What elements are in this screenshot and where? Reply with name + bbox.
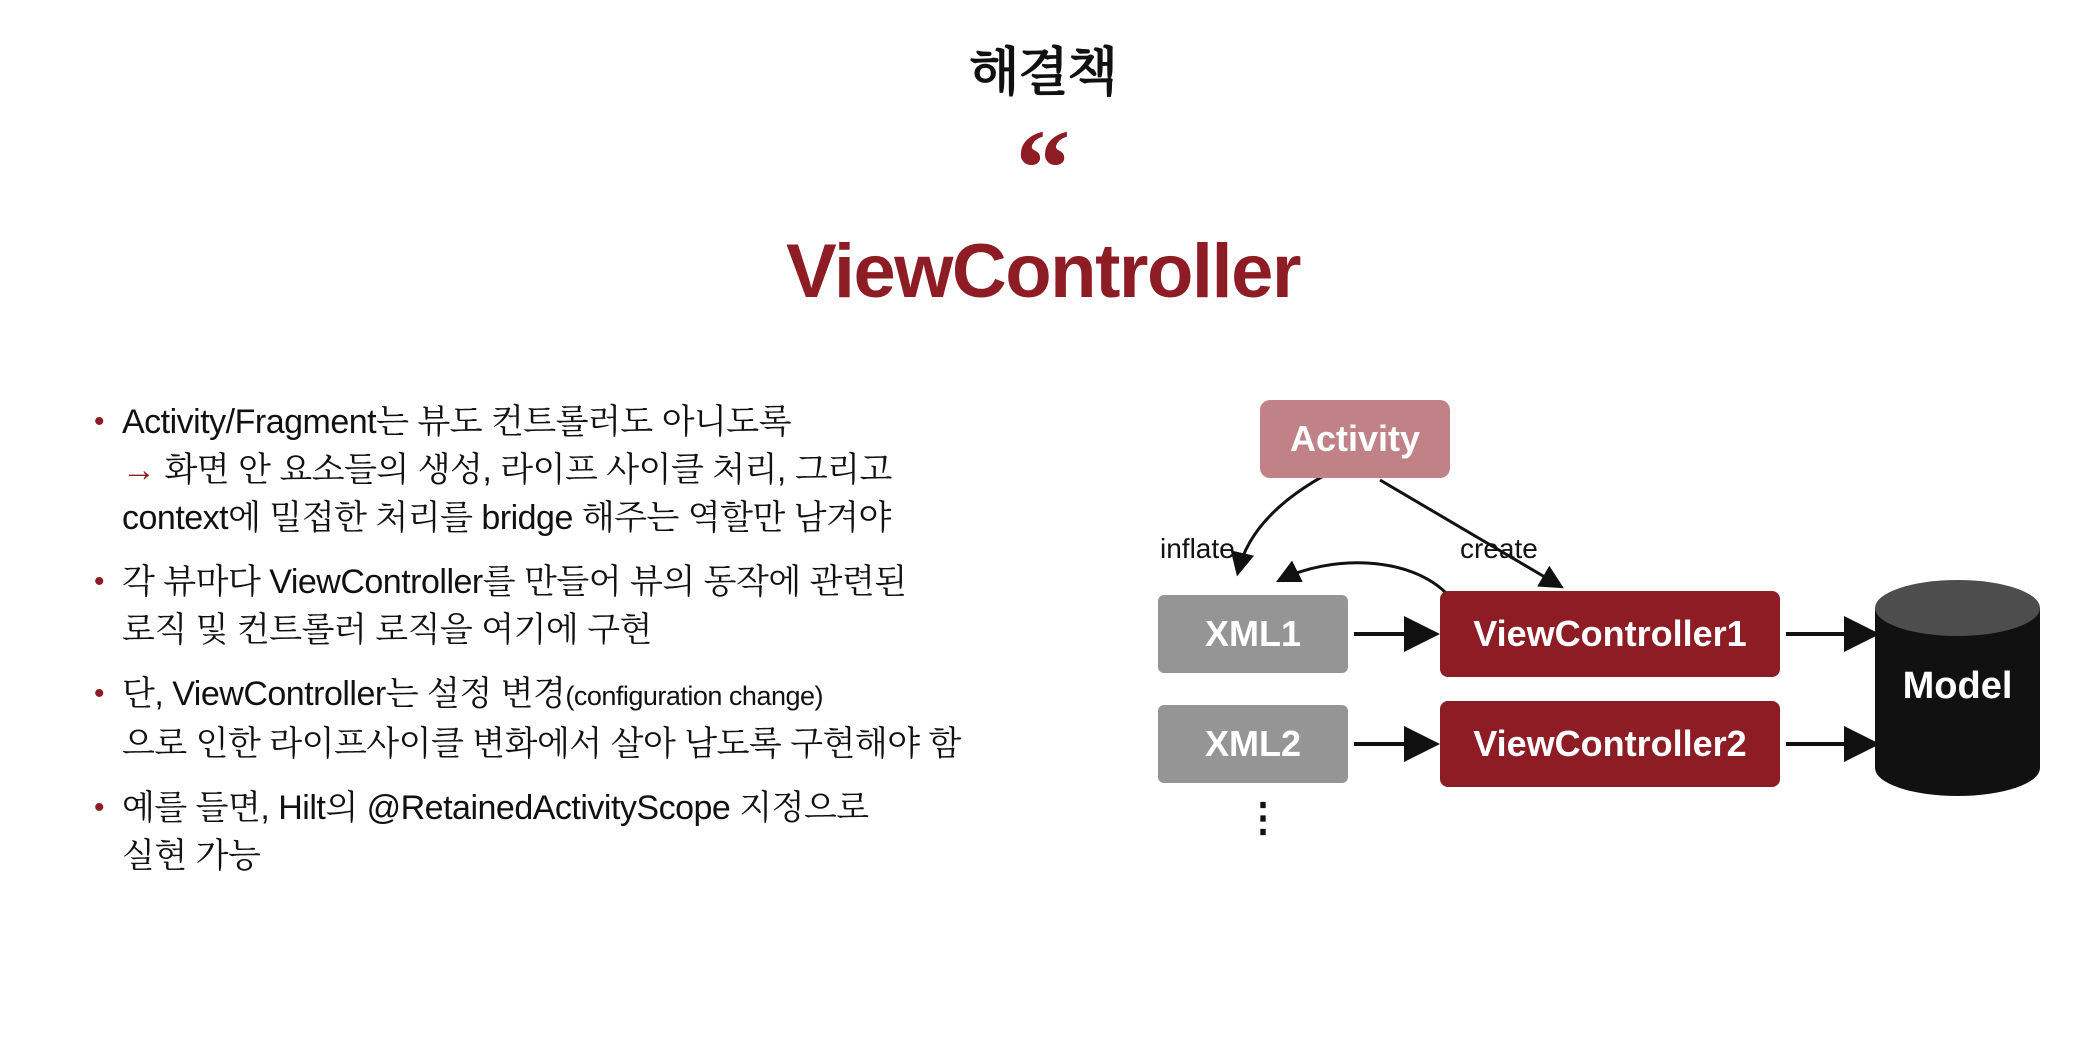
bullet-marker: • xyxy=(94,405,105,438)
edge-label-inflate: inflate xyxy=(1160,533,1235,564)
bullet-line: 로직 및 컨트롤러 로직을 여기에 구현 xyxy=(122,611,652,649)
bullet-marker: • xyxy=(94,791,105,824)
bullet-line: context에 밀접한 처리를 bridge 해주는 역할만 남겨야 xyxy=(122,499,891,537)
node-xml1[interactable]: XML1 xyxy=(1158,595,1348,673)
bullet-line: 각 뷰마다 ViewController를 만들어 뷰의 동작에 관련된 xyxy=(122,563,907,601)
bullet-annotation: (configuration change) xyxy=(565,681,823,711)
bullet-line: 화면 안 요소들의 생성, 라이프 사이클 처리, 그리고 xyxy=(164,451,892,489)
node-model[interactable]: Model xyxy=(1902,664,2013,707)
list-item xyxy=(88,398,1128,542)
bullet-marker: • xyxy=(94,565,105,598)
bullet-line: Activity/Fragment는 뷰도 컨트롤러도 아니도록 xyxy=(122,403,792,441)
node-viewcontroller2[interactable]: ViewController2 xyxy=(1440,701,1780,787)
page-title: 해결책 xyxy=(969,44,1117,102)
bullet-content xyxy=(122,398,892,542)
architecture-diagram xyxy=(1130,390,2050,900)
node-viewcontroller1[interactable]: ViewController1 xyxy=(1440,591,1780,677)
quote-mark-icon: “ xyxy=(1015,107,1071,229)
list-item xyxy=(88,670,1128,768)
bullet-content xyxy=(122,558,907,654)
bullet-content xyxy=(122,670,961,768)
list-item xyxy=(88,558,1128,654)
bullet-line: 예를 들면, Hilt의 @RetainedActivityScope 지정으로 xyxy=(122,789,869,827)
bullet-line: 실현 가능 xyxy=(122,837,261,875)
bullet-list xyxy=(88,398,1128,896)
bullet-line: 으로 인한 라이프사이클 변화에서 살아 남도록 구현해야 함 xyxy=(122,725,961,763)
headline: ViewController xyxy=(786,229,1300,314)
list-item xyxy=(88,784,1128,880)
bullet-line: 단, ViewController는 설정 변경 xyxy=(122,675,566,713)
arrow-icon: → xyxy=(122,451,156,489)
node-xml2[interactable]: XML2 xyxy=(1158,705,1348,783)
edge-label-create: create xyxy=(1460,533,1538,564)
bullet-content xyxy=(122,784,869,880)
vertical-ellipsis-icon: ⋮ xyxy=(1243,796,1283,840)
bullet-marker: • xyxy=(94,677,105,710)
node-activity[interactable]: Activity xyxy=(1260,400,1450,478)
